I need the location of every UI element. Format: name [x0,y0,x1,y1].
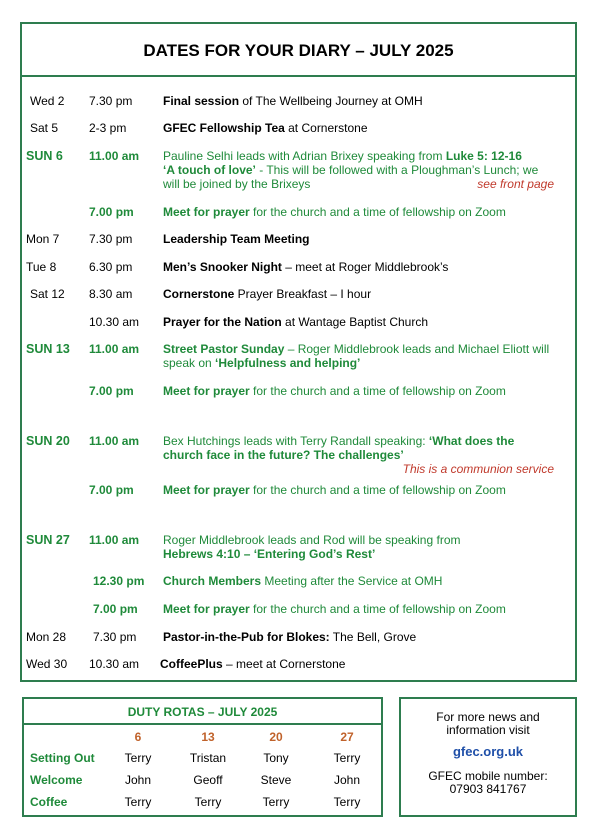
event-time: 7.30 pm [89,232,133,246]
event-date: Tue 8 [26,260,57,274]
event-title: Meet for prayer [163,483,250,497]
rota-title: DUTY ROTAS – JULY 2025 [24,699,381,725]
rota-name: Terry [333,795,361,809]
rota-date: 20 [269,730,283,744]
event-sermon-title: Hebrews 4:10 – ‘Entering God’s Rest’ [163,547,376,561]
rota-name: Tony [263,751,289,765]
rota-name: John [333,773,361,787]
page-title: DATES FOR YOUR DIARY – JULY 2025 [22,24,575,77]
event-date: SUN 13 [26,342,70,356]
event-time: 7.00 pm [93,602,138,616]
event-title: GFEC Fellowship Tea [163,121,285,135]
event-text: for the church and a time of fellowship on Zoom [249,602,506,616]
event-time: 7.00 pm [89,483,134,497]
rota-role: Coffee [30,795,68,809]
event-time: 12.30 pm [93,574,145,588]
event-text: speak on [163,356,216,370]
event-title: Final session [163,94,240,108]
event-text: for the church and a time of fellowship on Zoom [249,384,506,398]
rota-name: Terry [124,795,152,809]
event-title: Cornerstone [163,287,235,301]
event-sermon-title: ‘A touch of love’ [163,163,256,177]
event-note: This is a communion service [402,462,554,476]
event-time: 7.00 pm [89,384,134,398]
event-title: Meet for prayer [163,602,250,616]
event-sermon-title: ‘Helpfulness and helping’ [215,356,361,370]
event-time: 7.30 pm [93,630,137,644]
event-title: Pastor-in-the-Pub for Blokes: [163,630,330,644]
event-text: Pauline Selhi leads with Adrian Brixey speaking from [163,149,446,163]
event-text: - This will be followed with a Ploughman’s Lunch; we [255,163,539,177]
duty-rota-box [22,697,383,817]
event-text: Prayer Breakfast – I hour [234,287,372,301]
event-time: 11.00 am [89,149,140,163]
rota-name: John [124,773,152,787]
rota-date: 6 [134,730,142,744]
event-time: 11.00 am [89,434,140,448]
rota-role: Welcome [30,773,83,787]
event-text: Roger Middlebrook leads and Rod will be speaking from [163,533,461,547]
event-text: for the church and a time of fellowship on Zoom [249,483,506,497]
event-text: for the church and a time of fellowship on Zoom [249,205,506,219]
rota-date: 27 [340,730,354,744]
event-text: will be joined by the Brixeys [163,177,311,191]
rota-name: Geoff [193,773,223,787]
rota-name: Tristan [189,751,227,765]
info-text: For more news and [436,710,540,724]
event-date: SUN 27 [26,533,70,547]
rota-name: Steve [260,773,292,787]
diary-box [20,22,577,682]
event-text: – meet at Roger Middlebrook’s [281,260,449,274]
event-date: Sat 5 [30,121,59,135]
event-sermon-title: church face in the future? The challenges’ [163,448,404,462]
event-date: SUN 20 [26,434,70,448]
event-time: 7.30 pm [89,94,133,108]
event-date: Wed 2 [30,94,65,108]
rota-name: Terry [124,751,152,765]
event-text: Meeting after the Service at OMH [261,574,443,588]
event-title: Leadership Team Meeting [163,232,310,246]
event-date: Wed 30 [26,657,68,671]
event-text: Bex Hutchings leads with Terry Randall speaking: [163,434,429,448]
event-time: 11.00 am [89,533,140,547]
info-text: information visit [446,723,530,737]
event-date: SUN 6 [26,149,63,163]
event-text: at Cornerstone [284,121,368,135]
event-time: 10.30 am [89,657,140,671]
event-title: Meet for prayer [163,205,250,219]
event-title: Street Pastor Sunday [163,342,285,356]
phone-number: 07903 841767 [449,782,527,796]
event-time: 11.00 am [89,342,140,356]
rota-date: 13 [201,730,215,744]
rota-name: Terry [262,795,290,809]
event-title: Prayer for the Nation [163,315,282,329]
website-link[interactable]: gfec.org.uk [452,744,524,759]
event-time: 8.30 am [89,287,133,301]
event-text: of The Wellbeing Journey at OMH [239,94,423,108]
event-title: CoffeePlus [160,657,223,671]
event-text: – Roger Middlebrook leads and Michael Eliott will [284,342,550,356]
rota-name: Terry [194,795,222,809]
event-time: 7.00 pm [89,205,134,219]
rota-name: Terry [333,751,361,765]
event-date: Mon 28 [26,630,67,644]
event-time: 6.30 pm [89,260,133,274]
event-date: Sat 12 [30,287,65,301]
info-text: GFEC mobile number: [428,769,548,783]
event-title: Meet for prayer [163,384,250,398]
event-time: 2-3 pm [89,121,127,135]
event-note: see front page [477,177,554,191]
event-title: Church Members [163,574,262,588]
event-text: The Bell, Grove [329,630,417,644]
event-title: Men’s Snooker Night [163,260,282,274]
info-box [399,697,577,817]
event-time: 10.30 am [89,315,140,329]
event-date: Mon 7 [26,232,60,246]
rota-role: Setting Out [30,751,95,765]
event-text: at Wantage Baptist Church [281,315,428,329]
event-scripture: Luke 5: 12-16 [445,149,522,163]
event-sermon-title: ‘What does the [428,434,515,448]
event-text: – meet at Cornerstone [222,657,346,671]
